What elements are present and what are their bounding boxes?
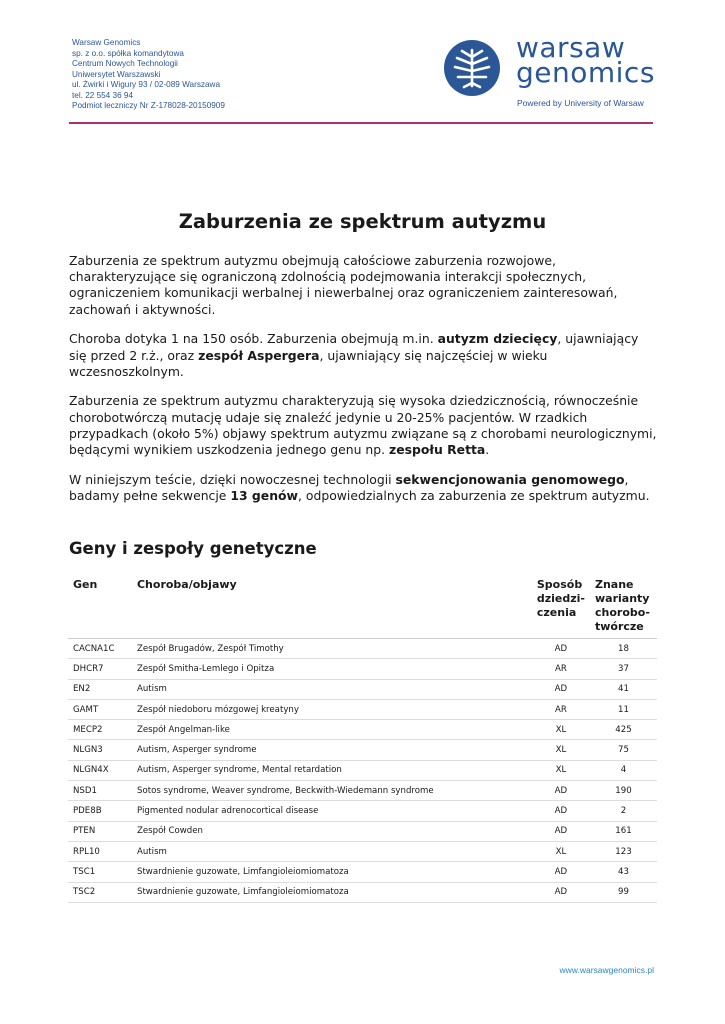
gene-cell: DHCR7 — [68, 659, 132, 679]
gene-cell: RPL10 — [68, 841, 132, 861]
variants-cell: 425 — [590, 720, 657, 740]
disease-cell: Autism — [132, 841, 532, 861]
header-divider — [69, 122, 653, 124]
paragraph-heritability: Zaburzenia ze spektrum autyzmu charakteryzują się wysoka dziedzicznością, równocześnie chorobotwórczą mutację udaje się znaleźć jedynie u 20-25% pacjentów. W rzadkich przypadkach (około 5%) objawy spektrum autyzmu związane są z chorobami neurologicznymi, będącymi wynikiem uszkodzenia jednego genu np. zespołu Retta. — [69, 393, 657, 458]
paragraph-definition: Zaburzenia ze spektrum autyzmu obejmują całościowe zaburzenia rozwojowe, charakteryzujące się ograniczoną zdolnością podejmowania interakcji społecznych, ograniczeniem komunikacji werbalnej i niewerbalnej oraz ograniczeniem zainteresowań, zachowań i aktywności. — [69, 253, 618, 317]
variants-cell: 190 — [590, 781, 657, 801]
disease-cell: Zespół Brugadów, Zespół Timothy — [132, 639, 532, 659]
header-inheritance: Sposób dziedziczenia — [532, 574, 590, 639]
company-legal-form: sp. z o.o. spółka komandytowa — [72, 48, 184, 58]
header-variants: Znane warianty chorobotwórcze — [590, 574, 657, 639]
disease-cell: Pigmented nodular adrenocortical disease — [132, 801, 532, 821]
variants-cell: 11 — [590, 699, 657, 719]
variants-cell: 99 — [590, 882, 657, 902]
gene-cell: GAMT — [68, 699, 132, 719]
inheritance-cell: AD — [532, 801, 590, 821]
company-phone: tel. 22 554 36 94 — [72, 90, 134, 100]
table-row — [68, 679, 657, 699]
highlight-autyzm: autyzm dziecięcy — [437, 331, 558, 347]
disease-cell: Autism, Asperger syndrome, Mental retardation — [132, 760, 532, 780]
table-row — [68, 699, 657, 719]
inheritance-cell: AD — [532, 882, 590, 902]
gene-cell: TSC2 — [68, 882, 132, 902]
highlight-sequencing: sekwencjonowania genomowego — [395, 471, 625, 487]
inheritance-cell: XL — [532, 720, 590, 740]
disease-cell: Zespół niedoboru mózgowej kreatyny — [132, 699, 532, 719]
table-row — [68, 720, 657, 740]
inheritance-cell: AR — [532, 699, 590, 719]
gene-cell: PDE8B — [68, 801, 132, 821]
disease-cell: Zespół Smitha-Lemlego i Opitza — [132, 659, 532, 679]
intro-text — [69, 253, 659, 518]
disease-cell: Zespół Cowden — [132, 821, 532, 841]
variants-cell: 161 — [590, 821, 657, 841]
gene-cell: NLGN4X — [68, 760, 132, 780]
logo-word-warsaw: warsaw — [516, 31, 626, 64]
company-street: ul. Żwirki i Wigury 93 / 02-089 Warszawa — [72, 80, 221, 89]
inheritance-cell: AD — [532, 679, 590, 699]
gene-cell: PTEN — [68, 821, 132, 841]
footer-website-link[interactable]: www.warsawgenomics.pl — [559, 965, 654, 975]
disease-cell: Stwardnienie guzowate, Limfangioleiomiomatoza — [132, 862, 532, 882]
variants-cell: 123 — [590, 841, 657, 861]
inheritance-cell: AD — [532, 821, 590, 841]
header-gene: Gen — [68, 574, 132, 639]
paragraph-prevalence: Choroba dotyka 1 na 150 osób. Zaburzenia obejmują m.in. autyzm dziecięcy, ujawniający się przed 2 r.ż., oraz zespół Aspergera, ujawniający się najczęściej w wieku wczesnoszkolnym. — [69, 331, 639, 379]
table-row — [68, 781, 657, 801]
logo-word-genomics: genomics — [516, 56, 655, 89]
gene-cell: NSD1 — [68, 781, 132, 801]
section-title-genes: Geny i zespoły genetyczne — [69, 539, 317, 558]
table-row — [68, 801, 657, 821]
table-row — [68, 639, 657, 659]
variants-cell: 75 — [590, 740, 657, 760]
highlight-asperger: zespół Aspergera — [198, 347, 320, 363]
gene-cell: TSC1 — [68, 862, 132, 882]
disease-cell: Zespół Angelman-like — [132, 720, 532, 740]
company-center: Centrum Nowych Technologii — [72, 59, 178, 68]
company-address — [72, 38, 225, 112]
variants-cell: 37 — [590, 659, 657, 679]
inheritance-cell: AD — [532, 639, 590, 659]
table-row — [68, 760, 657, 780]
inheritance-cell: AD — [532, 781, 590, 801]
company-registry: Podmiot leczniczy Nr Z-178028-20150909 — [72, 101, 225, 110]
table-row — [68, 659, 657, 679]
variants-cell: 43 — [590, 862, 657, 882]
gene-cell: EN2 — [68, 679, 132, 699]
company-name: Warsaw Genomics — [72, 38, 141, 47]
variants-cell: 4 — [590, 760, 657, 780]
gene-cell: MECP2 — [68, 720, 132, 740]
logo-tagline: Powered by University of Warsaw — [517, 98, 644, 108]
gene-cell: NLGN3 — [68, 740, 132, 760]
paragraph-test: W niniejszym teście, dzięki nowoczesnej technologii sekwencjonowania genomowego, badamy pełne sekwencje 13 genów, odpowiedzialnych za zaburzenia ze spektrum autyzmu. — [69, 471, 650, 503]
inheritance-cell: XL — [532, 760, 590, 780]
table-header-row — [68, 574, 657, 639]
variants-cell: 41 — [590, 679, 657, 699]
table-row — [68, 740, 657, 760]
company-university: Uniwersytet Warszawski — [72, 69, 161, 79]
disease-cell: Sotos syndrome, Weaver syndrome, Beckwith-Wiedemann syndrome — [132, 781, 532, 801]
variants-cell: 18 — [590, 639, 657, 659]
inheritance-cell: AR — [532, 659, 590, 679]
page-title: Zaburzenia ze spektrum autyzmu — [178, 210, 547, 233]
table-row — [68, 841, 657, 861]
highlight-rett: zespołu Retta — [389, 442, 486, 458]
warsaw-genomics-logo — [443, 31, 658, 113]
disease-cell: Stwardnienie guzowate, Limfangioleiomiomatoza — [132, 882, 532, 902]
table-row — [68, 821, 657, 841]
inheritance-cell: XL — [532, 841, 590, 861]
table-row — [68, 862, 657, 882]
inheritance-cell: AD — [532, 862, 590, 882]
variants-cell: 2 — [590, 801, 657, 821]
header-disease: Choroba/objawy — [132, 574, 532, 639]
highlight-gene-count: 13 genów — [230, 487, 298, 503]
inheritance-cell: XL — [532, 740, 590, 760]
gene-cell: CACNA1C — [68, 639, 132, 659]
table-row — [68, 882, 657, 902]
disease-cell: Autism, Asperger syndrome — [132, 740, 532, 760]
disease-cell: Autism — [132, 679, 532, 699]
sun-tree-icon — [443, 39, 501, 97]
genes-table — [68, 574, 657, 903]
